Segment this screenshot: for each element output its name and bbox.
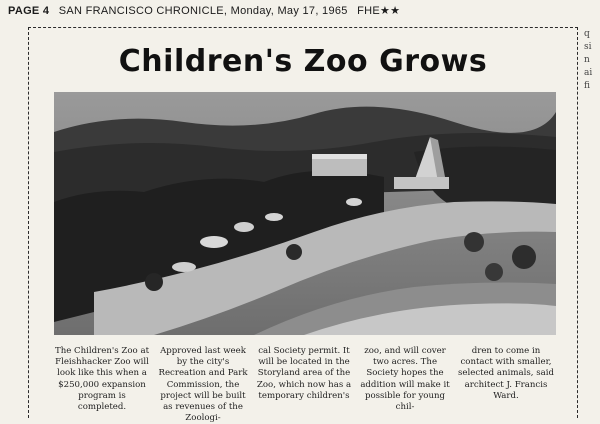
article-column-3: cal Society permit. It will be located in the Storyland area of the Zoo, which now has a temporary children's: [256, 346, 352, 401]
aerial-photo-icon: [54, 92, 556, 335]
fragment-text: n: [584, 55, 590, 65]
article-headline: Children's Zoo Grows: [118, 44, 488, 79]
article-column-4: zoo, and will cover two acres. The Society hopes the addition will make it possible for young chil-: [360, 346, 450, 413]
masthead: [8, 4, 568, 20]
article-column-2: Approved last week by the city's Recreation and Park Commission, the project will be built as revenues of the Zoologi-: [158, 346, 248, 424]
masthead-text: SAN FRANCISCO CHRONICLE, Monday, May 17, 1965: [58, 5, 348, 17]
fragment-text: q: [584, 29, 590, 39]
page-number: PAGE 4: [8, 5, 50, 17]
edition-mark: FHE★★: [357, 5, 401, 17]
adjacent-column-fragment: [584, 28, 600, 93]
article-column-5: dren to come in contact with smaller, selected animals, said architect J. Francis Ward.: [458, 346, 554, 401]
fragment-text: ai: [584, 68, 593, 78]
fragment-text: fi: [584, 81, 591, 91]
fragment-text: si: [584, 42, 592, 52]
article-column-1: The Children's Zoo at Fleishhacker Zoo will look like this when a $250,000 expansion program is completed.: [54, 346, 150, 413]
